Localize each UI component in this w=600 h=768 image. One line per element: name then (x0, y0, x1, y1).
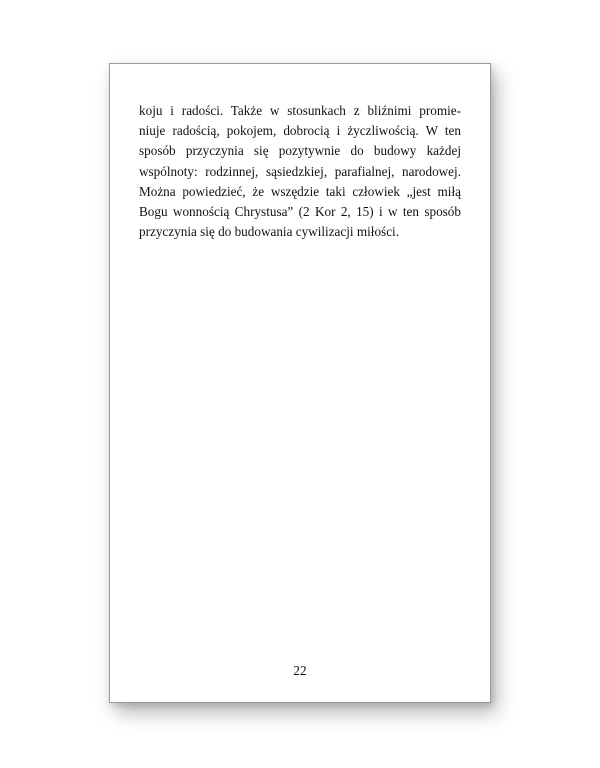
text-line: sposób przyczynia się pozytywnie do budowy każdej (139, 143, 461, 159)
text-line: Można powiedzieć, że wszędzie taki człowiek „jest miłą (139, 183, 461, 199)
page-number: 22 (293, 663, 307, 678)
book-page (109, 63, 491, 703)
text-line: Bogu wonnością Chrystusa” (2 Kor 2, 15) i w ten sposób (139, 203, 461, 219)
text-line: koju i radości. Także w stosunkach z bliźnimi promie- (139, 103, 461, 118)
text-line: przyczynia się do budowania cywilizacji miłości. (139, 224, 400, 240)
text-line: niuje radością, pokojem, dobrocią i życzliwością. W ten (139, 123, 461, 139)
body-paragraph (139, 101, 461, 242)
text-line: wspólnoty: rodzinnej, sąsiedzkiej, parafialnej, narodowej. (139, 163, 461, 179)
